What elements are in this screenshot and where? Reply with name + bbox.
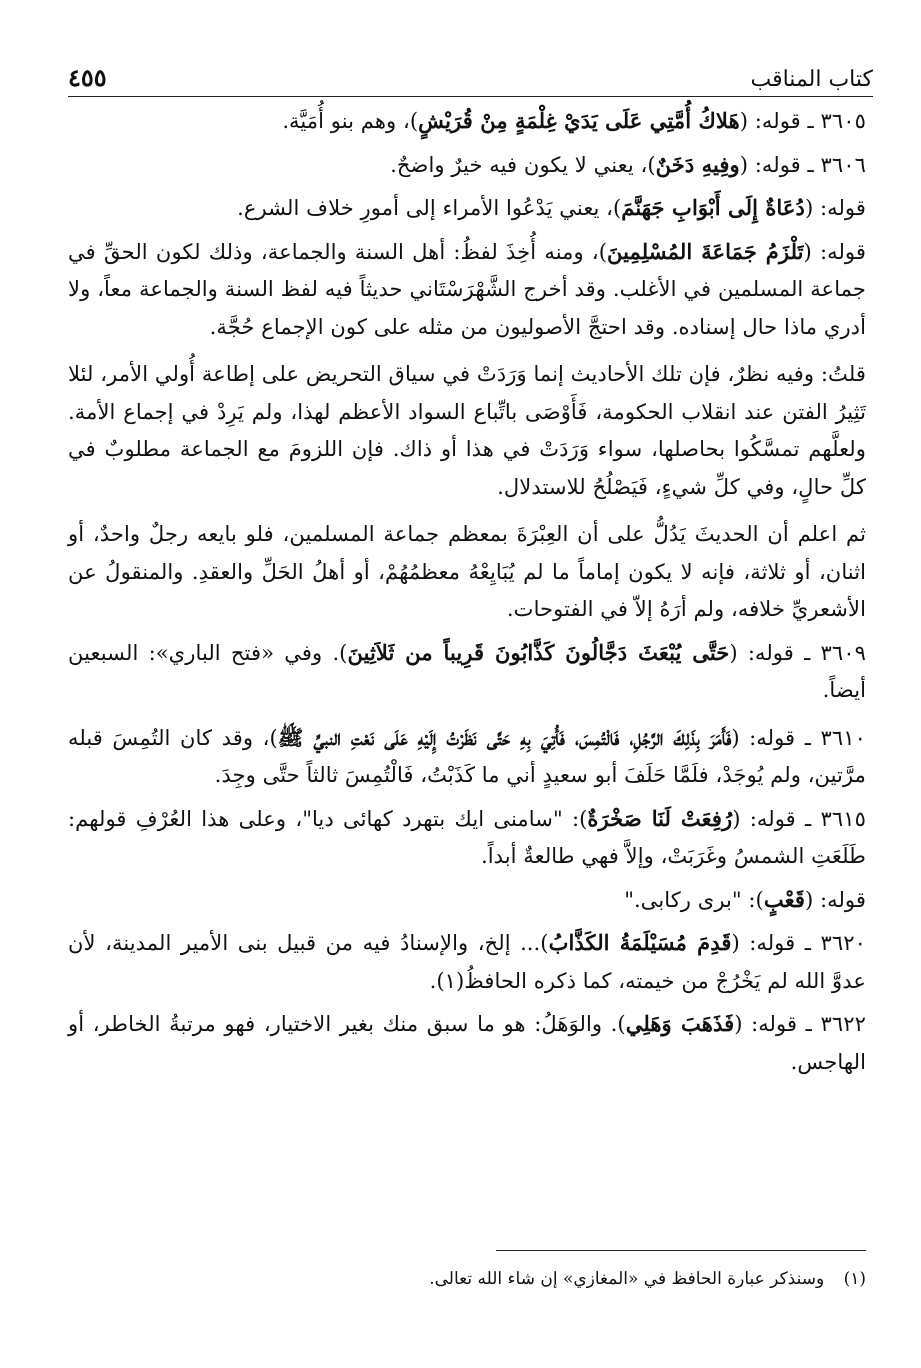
paragraph-jamaa: قوله: (تَلْزَمُ جَمَاعَةَ المُسْلِمِينَ)، ومنه أُخِذَ لفظُ: أهل السنة والجماعة، وذلك لكون الحقِّ في جماعة المسلمين في الأغلب. وقد أخرج الشَّهْرَسْتَاني حديثاً فيه لفظ السنة والجماعة معاً، ولا أدري ماذا حال إسناده. وقد احتجَّ الأصوليون من مثله على كون الإجماع حُجَّة. — [68, 238, 866, 339]
footnote-1 — [68, 1265, 866, 1293]
paragraph-3622: ٣٦٢٢ ـ قوله: (فَذَهَبَ وَهَلِي). والوَهَلُ: هو ما سبق منك بغير الاختيار، فهو مرتبةُ الخاطر، أو الهاجس. — [68, 1011, 866, 1074]
footnote-number: (١) — [843, 1269, 866, 1289]
page-number: ٤٥٥ — [68, 63, 107, 92]
paragraph-qultu: قلتُ: وفيه نظرٌ، فإن تلك الأحاديث إنما وَرَدَتْ في سياق التحريض على إطاعة أُولي الأمر، لئلا تَثِيرُ الفتن عند انقلاب الحكومة، فَأَوْصَى باتِّباع السواد الأعظم لهذا، ولم يَرِدْ في إجماع الأمة. ولعلَّهم تمسَّكُوا بحاصلها، سواء وَرَدَتْ في هذا أو ذاك. فإن اللزومَ مع الجماعة مطلوبٌ في كلِّ حالٍ، وفي كلِّ شيءٍ، فَيَصْلُحُ للاستدلال. — [68, 361, 866, 499]
paragraph-3615: ٣٦١٥ ـ قوله: (رُفِعَتْ لَنَا صَخْرَةٌ): "سامنى ايك بتهرد كهائى ديا"، وعلى هذا العُرْفِ قولهم: طَلَعَتِ الشمسُ وغَرَبَتْ، وإلاَّ فهي طالعةٌ أبداً. — [68, 805, 866, 868]
paragraph-duat: قوله: (دُعَاةٌ إِلَى أَبْوَابِ جَهَنَّمَ)، يعني يَدْعُوا الأمراء إلى أمورِ خلاف الشرع. — [237, 195, 866, 220]
page-header — [68, 54, 873, 97]
paragraph-3610: ٣٦١٠ ـ قوله: (فَأَمَرَ بِذَلِكَ الرَّجُلِ، فَالْتُمِسَ، فَأُتِيَ بِهِ حَتَّى نَظَرْتُ إِلَيْهِ عَلَى نَعْتِ النبيِّ ﷺ)، وقد كان التُمِسَ قبله مرَّتين، ولم يُوجَدْ، فلَمَّا حَلَفَ أبو سعيدٍ أني ما كَذَبْتُ، فَالْتُمِسَ ثالثاً حتَّى وجِدَ. — [68, 724, 866, 787]
paragraph-3606: ٣٦٠٦ ـ قوله: (وفِيهِ دَخَنٌ)، يعني لا يكون فيه خيرٌ واضحٌ. — [390, 151, 866, 177]
paragraph-3620: ٣٦٢٠ ـ قوله: (قَدِمَ مُسَيْلَمَةُ الكَذَّابُ)... إلخ، والإسنادُ فيه من قبيل بنى الأمير المدينة، لأن عدوَّ الله لم يَخْرُجْ من خيمته، كما ذكره الحافظُ(١). — [68, 930, 866, 993]
paragraph-qaab: قوله: (قَعْبٍ): "برى ركابى." — [624, 886, 866, 912]
paragraph-3609: ٣٦٠٩ ـ قوله: (حَتَّى يُبْعَثَ دَجَّالُونَ كَذَّابُونَ قَرِيباً من ثَلاَثِينَ). وفي «فتح الباري»: السبعين أيضاً. — [68, 639, 867, 702]
footnote-text: وسنذكر عبارة الحافظ في «المغازي» إن شاء الله تعالى. — [429, 1269, 825, 1289]
footnotes — [68, 1265, 866, 1293]
footnote-divider — [496, 1250, 866, 1251]
running-title: كتاب المناقب — [750, 67, 873, 92]
body-text — [68, 102, 866, 1086]
paragraph-thumma: ثم اعلم أن الحديثَ يَدُلُّ على أن العِبْرَةَ بمعظم جماعة المسلمين، فلو بايعه رجلٌ واحدٌ، أو اثنان، أو ثلاثة، فإنه لا يكون إماماً ما لم يُبَايِعْهُ معظمُهُمْ، أو أهلُ الحَلِّ والعقدِ. والمنقولُ عن الأشعريِّ خلافه، ولم أرَهُ إلاّ في الفتوحات. — [68, 521, 866, 621]
paragraph-3605: ٣٦٠٥ ـ قوله: (هَلاكُ أُمَّتِي عَلَى يَدَيْ غِلْمَةٍ مِنْ قُرَيْشٍ)، وهم بنو أُمَيَّة. — [282, 108, 866, 133]
